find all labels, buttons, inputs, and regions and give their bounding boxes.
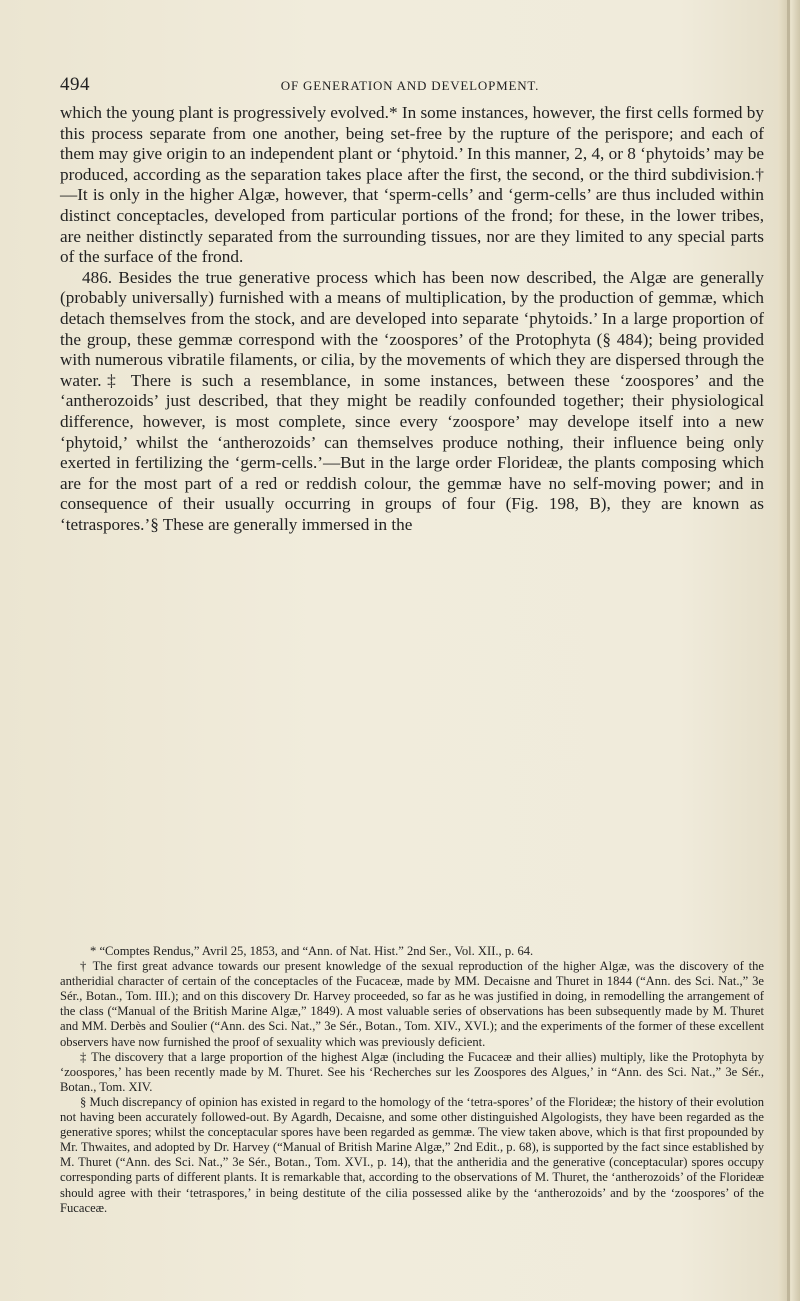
main-text <box>60 103 764 535</box>
paragraph-486: 486. Besides the true generative process which has been now described, the Algæ are generally (probably universally) furnished with a means of multiplication, by the production of gemmæ, which detach themselves from the stock, and are developed into separate ‘phytoids.’ In a large proportion of the group, these gemmæ correspond with the ‘zoospores’ of the Protophyta (§ 484); being provided with numerous vibratile filaments, or cilia, by the movements of which they are dispersed through the water.‡ There is such a resemblance, in some instances, between these ‘zoospores’ and the ‘antherozoids’ just described, that they might be readily confounded together; their physiological difference, however, is most complete, since every ‘zoospore’ may develope itself into a new ‘phytoid,’ whilst the ‘antherozoids’ can themselves produce nothing, their influence being only exerted in fertilizing the ‘germ-cells.’—But in the large order Florideæ, the plants composing which are for the most part of a red or reddish colour, the gemmæ have no self-moving power; and in consequence of their usually occurring in groups of four (Fig. 198, B), they are known as ‘tetraspores.’§ These are generally immersed in the <box>60 267 764 534</box>
footnote-asterisk: * “Comptes Rendus,” Avril 25, 1853, and “Ann. of Nat. Hist.” 2nd Ser., Vol. XII., p. 64. <box>90 944 534 958</box>
running-head: OF GENERATION AND DEVELOPMENT. <box>280 78 540 93</box>
page-number: 494 <box>60 74 90 95</box>
page-edge <box>778 0 800 1301</box>
footnotes <box>60 944 764 1216</box>
paragraph-continued: which the young plant is progressively evolved.* In some instances, however, the first cells formed by this process separate from one another, being set-free by the rupture of the perispore; and each of them may give origin to an independent plant or ‘phytoid.’ In this manner, 2, 4, or 8 ‘phytoids’ may be produced, according as the separation takes place after the first, the second, or the third subdivision.†—It is only in the higher Algæ, however, that ‘sperm-cells’ and ‘germ-cells’ are thus included within distinct conceptacles, developed from particular portions of the frond; for these, in the lower tribes, are neither distinctly separated from the surrounding tissues, nor are they limited to any special parts of the surface of the frond. <box>60 103 764 267</box>
footnote-section: § Much discrepancy of opinion has existed in regard to the homology of the ‘tetra-spores’ of the Florideæ; the history of their evolution not having been accurately followed-out. By Agardh, Decaisne, and some other distinguished Algologists, they have been regarded as the generative spores; whilst the conceptacular spores have been regarded as gemmæ. The view taken above, which is that first propounded by Mr. Thwaites, and adopted by Dr. Harvey (“Manual of British Marine Algæ,” 2nd Edit., p. 68), is supported by the fact since established by M. Thuret (“Ann. des Sci. Nat.,” 3e Sér., Botan., Tom. XVI., p. 14), that the antheridia and the generative (conceptacular) spores occupy corresponding parts of different plants. It is remarkable that, according to the observations of M. Thuret, the ‘antherozoids’ of the Florideæ should agree with their ‘tetraspores,’ in being destitute of the cilia possessed alike by the ‘antherozoids’ and by the ‘zoospores’ of the Fucaceæ. <box>60 1094 764 1215</box>
footnote-dagger: † The first great advance towards our present knowledge of the sexual reproduction of the higher Algæ, was the discovery of the antheridial character of certain of the conceptacles of the Fucaceæ, made by MM. Decaisne and Thuret in 1844 (“Ann. des Sci. Nat.,” 3e Sér., Botan., Tom. III.); and on this discovery Dr. Harvey proceeded, so far as he was justified in doing, in remodelling the arrangement of the class (“Manual of the British Marine Algæ,” 1849). A most valuable series of observations has been subsequently made by M. Thuret and MM. Derbès and Soulier (“Ann. des Sci. Nat.,” 3e Sér., Botan., Tom. XIV., XVI.); and the experiments of the former of these excellent observers have now furnished the proof of sexuality which was previously deficient. <box>60 959 764 1049</box>
page-header <box>60 74 760 98</box>
footnote-double-dagger: ‡ The discovery that a large proportion of the highest Algæ (including the Fucaceæ and their allies) multiply, like the Protophyta by ‘zoospores,’ has been recently made by M. Thuret. See his ‘Recherches sur les Zoospores des Algues,’ in “Ann. des Sci. Nat.,” 3e Sér., Botan., Tom. XIV. <box>60 1049 764 1094</box>
